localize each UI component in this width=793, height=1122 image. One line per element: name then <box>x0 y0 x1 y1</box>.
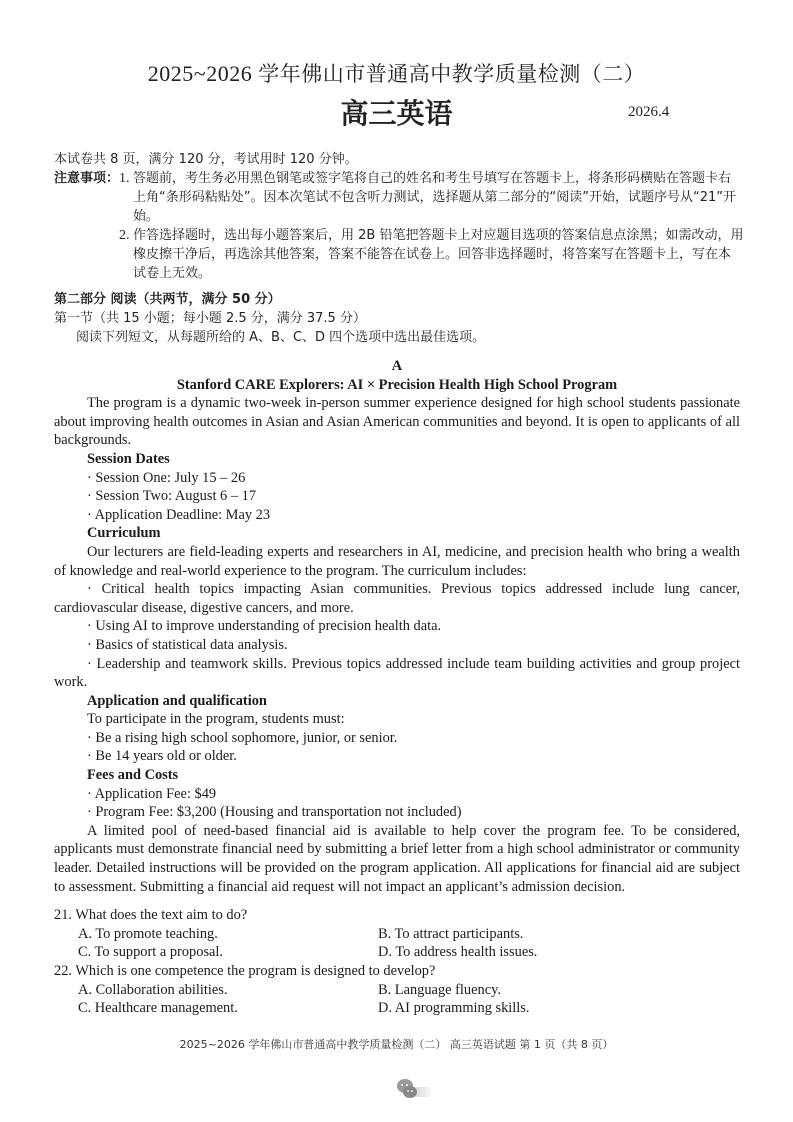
question-22 <box>54 962 740 1018</box>
notice-item <box>119 226 744 283</box>
question-stem: 21. What does the text aim to do? <box>54 907 248 924</box>
application-intro: To participate in the program, students must: <box>87 711 345 728</box>
question-21 <box>54 906 740 962</box>
session-item: · Session Two: August 6 – 17 <box>87 488 257 505</box>
instructions <box>54 150 744 283</box>
curriculum-item: · Leadership and teamwork skills. Previous topics addressed include team building activities and group project work. <box>54 655 740 691</box>
application-heading: Application and qualification <box>87 692 267 709</box>
application-item: · Be a rising high school sophomore, junior, or senior. <box>87 729 398 746</box>
session-heading: Session Dates <box>87 450 170 467</box>
notice-text: 答题前，考生务必用黑色钢笔或签字笔将自己的姓名和考生号填写在答题卡上，将条形码横贴在答题卡右上角“条形码粘贴处”。因本次笔试不包含听力测试，选择题从第二部分的“阅读”开始，试题序号从“21”开始。 <box>133 171 736 224</box>
curriculum-item: · Using AI to improve understanding of precision health data. <box>87 618 442 635</box>
subject-title: 高三英语 <box>340 97 453 130</box>
passage-a <box>54 357 740 1018</box>
section-subtitle: 第一节（共 15 小题；每小题 2.5 分，满分 37.5 分） <box>54 311 366 326</box>
title-years: 2025~2026 <box>147 61 253 86</box>
option-b: B. To attract participants. <box>378 925 524 942</box>
fees-heading: Fees and Costs <box>87 767 179 784</box>
session-item: · Session One: July 15 – 26 <box>87 469 246 486</box>
question-stem: 22. Which is one competence the program is designed to develop? <box>54 963 436 979</box>
option-d: D. AI programming skills. <box>378 1000 530 1017</box>
option-c: C. To support a proposal. <box>78 944 224 961</box>
notice-text: 作答选择题时，选出每小题答案后，用 2B 铅笔把答题卡上对应题目选项的答案信息点涂黑；如需改动，用橡皮擦干净后，再选涂其他答案，答案不能答在试卷上。回答非选择题时，将答案写在答题卡上，写在本试卷上无效。 <box>133 228 744 281</box>
option-a: A. To promote teaching. <box>78 925 218 942</box>
paper-summary: 本试卷共 8 页，满分 120 分，考试用时 120 分钟。 <box>54 152 358 167</box>
exam-date: 2026.4 <box>628 104 670 120</box>
exam-title <box>0 58 793 88</box>
notice-number: 1. <box>119 171 130 186</box>
passage-intro: The program is a dynamic two-week in-person summer experience designed for high school students passionate about improving health outcomes in Asian and Asian American communities and beyond. It is open to applicants of all backgrounds. <box>54 395 740 449</box>
option-a: A. Collaboration abilities. <box>78 981 228 998</box>
financial-aid-paragraph: A limited pool of need-based financial aid is available to help cover the program fee. To be considered, applicants must demonstrate financial need by submitting a brief letter from a high school administrator or community leader. Detailed instructions will be provided on the program application. All applications for financial aid are subject to assessment. Submitting a financial aid request will not impact an applicant’s admission decision. <box>54 822 740 895</box>
section-header <box>54 290 744 347</box>
notice-number: 2. <box>119 228 130 243</box>
notice-item <box>119 169 744 226</box>
title-text: 学年佛山市普通高中教学质量检测（二） <box>258 62 646 86</box>
option-b: B. Language fluency. <box>378 981 501 998</box>
passage-title: Stanford CARE Explorers: AI × Precision Health High School Program <box>176 376 618 393</box>
wechat-icon <box>395 1075 435 1105</box>
part-title: 第二部分 阅读（共两节，满分 50 分） <box>54 292 281 307</box>
curriculum-item: · Critical health topics impacting Asian communities. Previous topics addressed include lung cancer, cardiovascular disease, digestive cancers, and more. <box>54 581 740 616</box>
notices <box>54 169 744 283</box>
session-item: · Application Deadline: May 23 <box>87 506 271 523</box>
application-item: · Be 14 years old or older. <box>87 748 237 765</box>
passage-label: A <box>391 358 403 374</box>
curriculum-heading: Curriculum <box>87 525 161 542</box>
fees-item: · Program Fee: $3,200 (Housing and transportation not included) <box>87 804 462 821</box>
notice-label: 注意事项： <box>54 171 120 186</box>
section-direction: 阅读下列短文，从每题所给的 A、B、C、D 四个选项中选出最佳选项。 <box>76 330 486 345</box>
option-d: D. To address health issues. <box>378 944 538 961</box>
page-footer: 2025~2026 学年佛山市普通高中教学质量检测（二） 高三英语试题 第 1 页（共 8 页） <box>179 1038 614 1051</box>
option-c: C. Healthcare management. <box>78 1000 238 1017</box>
curriculum-intro: Our lecturers are field-leading experts and researchers in AI, medicine, and precision health who bring a wealth of knowledge and real-world experience to the program. The curriculum includes: <box>54 543 740 579</box>
curriculum-item: · Basics of statistical data analysis. <box>87 636 288 653</box>
fees-item: · Application Fee: $49 <box>87 785 217 802</box>
